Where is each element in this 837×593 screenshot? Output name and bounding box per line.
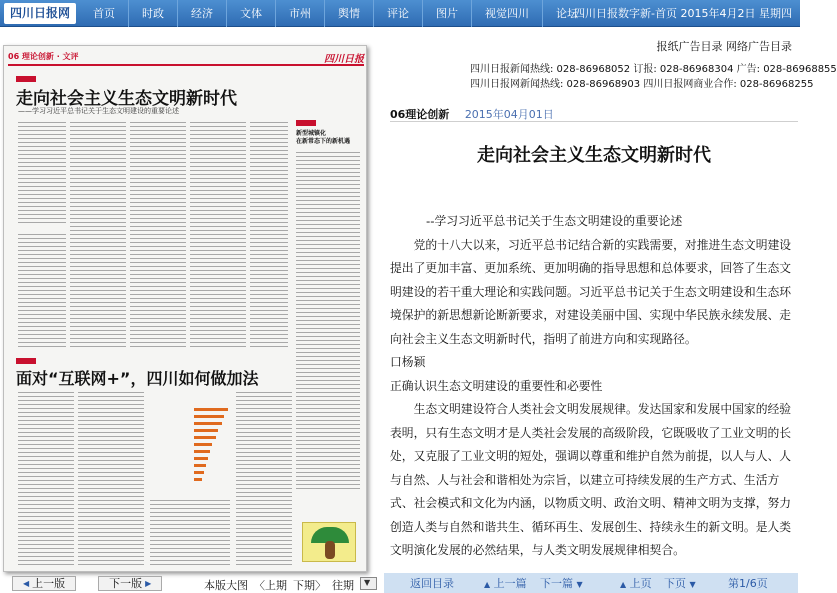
right-arrow-icon: ▶ bbox=[145, 578, 152, 588]
nav-item[interactable]: 视觉四川 bbox=[471, 0, 542, 27]
nav-item[interactable]: 首页 bbox=[93, 7, 115, 20]
date-info: 四川日报数字新-首页 2015年4月2日 星期四 bbox=[574, 7, 792, 20]
back-to-toc-link[interactable]: 返回目录 bbox=[410, 577, 454, 590]
paper-bar-chart-graphic bbox=[150, 402, 230, 492]
prev-page-link-label: 上页 bbox=[629, 577, 652, 590]
prev-article-label: 上一篇 bbox=[493, 577, 527, 590]
article-text-block[interactable] bbox=[18, 120, 66, 226]
prev-page-label: 上一版 bbox=[32, 576, 66, 590]
nav-item[interactable]: 评论 bbox=[373, 0, 422, 27]
left-arrow-icon: ◀ bbox=[23, 578, 30, 588]
article-body bbox=[390, 210, 796, 563]
nav-item[interactable]: 论坛 bbox=[542, 0, 591, 27]
nav-item[interactable]: 经济 bbox=[177, 0, 226, 27]
paper-masthead: 四川日报 bbox=[324, 54, 364, 65]
sidebar-headline[interactable]: 新型城镇化 在新常态下的新机遇 bbox=[296, 130, 351, 145]
up-triangle-icon: ▲ bbox=[620, 580, 627, 589]
page-count: 第1/6页 bbox=[728, 577, 768, 590]
nav-item[interactable]: 图片 bbox=[422, 0, 471, 27]
site-logo[interactable]: 四川日报网 bbox=[4, 3, 76, 24]
prev-issue-link[interactable]: 〈上期 bbox=[254, 579, 287, 592]
up-triangle-icon: ▲ bbox=[484, 580, 491, 589]
paper-section-label: 06 理论创新 · 文评 bbox=[8, 52, 79, 61]
sidebar-text-block[interactable] bbox=[296, 150, 360, 490]
nav-item[interactable]: 时政 bbox=[128, 0, 177, 27]
hotline-line: 四川日报新闻热线: 028-86968052 订报: 028-86968304 广告: 028-86968855 bbox=[470, 64, 837, 75]
article-paragraph: 生态文明建设符合人类社会文明发展规律。发达国家和发展中国家的经验表明，只有生态文明才是人类社会发展的高级阶段，它既吸收了工业文明的长处，又克服了工业文明的短处，强调以尊重和维护自然为前提，以人与人、人与自然、人与社会和谐相处为宗旨，以建立可持续发展的生产方式、生活方式、社会模式和文化为内涵，以物质文明、政治文明、精神文明为支撑，努力创造人类与自然和谐共生、循环再生、发展创生、持续永生的新文明。是人类文明演化发展的必然结果，与人类文明发展规律相契合。 bbox=[390, 402, 792, 557]
article-text-block[interactable] bbox=[190, 120, 246, 350]
article-text-block[interactable] bbox=[150, 498, 230, 566]
next-page-label: 下一版 bbox=[109, 576, 143, 590]
next-article-label: 下一篇 bbox=[540, 577, 573, 590]
article-subtitle: --学习习近平总书记关于生态文明建设的重要论述 bbox=[426, 214, 683, 228]
nav-item[interactable]: 市州 bbox=[275, 0, 324, 27]
issue-pager bbox=[204, 577, 377, 593]
paper-subheadline: ——学习习近平总书记关于生态文明建设的重要论述 bbox=[18, 107, 179, 115]
article-text-block[interactable] bbox=[18, 232, 66, 350]
article-text-block[interactable] bbox=[250, 120, 288, 350]
page-pager bbox=[12, 576, 162, 591]
back-issue-dropdown[interactable] bbox=[360, 577, 377, 590]
paper-headline-internet-plus[interactable]: 面对“互联网+”，四川如何做加法 bbox=[16, 369, 259, 388]
nav-item[interactable]: 舆情 bbox=[324, 0, 373, 27]
article-paragraph: 党的十八大以来，习近平总书记结合新的实践需要，对推进生态文明建设提出了更加丰富、更加系统、更加明确的指导思想和总体要求，回答了生态文明建设的若干重大理论和实践问题。习近平总书记关于生态文明建设和生态环境保护的新思想新论断新要求，对建设美丽中国、实现中华民族永续发展、走向社会主义生态文明新时代，指明了前进方向和实现路径。 bbox=[390, 237, 792, 346]
article-section: 06理论创新 bbox=[390, 108, 450, 121]
article-text-block[interactable] bbox=[130, 120, 186, 350]
big-image-link[interactable]: 本版大图 bbox=[204, 579, 248, 592]
nav-item[interactable]: 文体 bbox=[226, 0, 275, 27]
next-article-link[interactable] bbox=[540, 575, 583, 591]
down-triangle-icon: ▼ bbox=[576, 580, 583, 589]
article-text-block[interactable] bbox=[236, 390, 292, 566]
next-page-button[interactable] bbox=[98, 576, 162, 591]
cartoon-illustration bbox=[302, 522, 356, 562]
article-author: 口杨颖 bbox=[390, 355, 426, 369]
article-heading: 正确认识生态文明建设的重要性和必要性 bbox=[390, 378, 603, 393]
prev-article-link[interactable] bbox=[484, 575, 527, 591]
article-section-row bbox=[390, 106, 554, 122]
article-date: 2015年04月01日 bbox=[464, 108, 554, 121]
article-text-block[interactable] bbox=[78, 390, 144, 566]
paper-headline-article[interactable]: 走向社会主义生态文明新时代 bbox=[16, 89, 237, 109]
next-issue-link[interactable]: 下期〉 bbox=[293, 579, 326, 592]
next-page-link[interactable] bbox=[664, 575, 696, 591]
next-page-link-label: 下页 bbox=[664, 577, 686, 590]
prev-page-button[interactable] bbox=[12, 576, 76, 591]
top-navigation-bar bbox=[0, 0, 800, 27]
article-text-block[interactable] bbox=[18, 390, 74, 566]
article-text-block[interactable] bbox=[70, 120, 126, 350]
main-nav bbox=[80, 0, 591, 27]
paper-header bbox=[8, 50, 364, 66]
red-tag bbox=[16, 76, 36, 82]
down-triangle-icon: ▼ bbox=[689, 580, 696, 589]
article-title: 走向社会主义生态文明新时代 bbox=[477, 145, 711, 166]
red-tag bbox=[16, 358, 36, 364]
hotline-info bbox=[470, 62, 837, 92]
red-tag bbox=[296, 120, 316, 126]
newspaper-page-image[interactable] bbox=[3, 45, 367, 572]
ad-catalog-links[interactable]: 报纸广告目录 网络广告目录 bbox=[656, 40, 792, 53]
divider bbox=[390, 121, 798, 122]
hotline-line: 四川日报网新闻热线: 028-86968903 四川日报网商业合作: 028-86968255 bbox=[470, 79, 814, 90]
prev-page-link[interactable] bbox=[620, 575, 652, 591]
article-nav-bar bbox=[384, 573, 798, 593]
back-issue-link[interactable]: 往期 bbox=[332, 579, 354, 592]
